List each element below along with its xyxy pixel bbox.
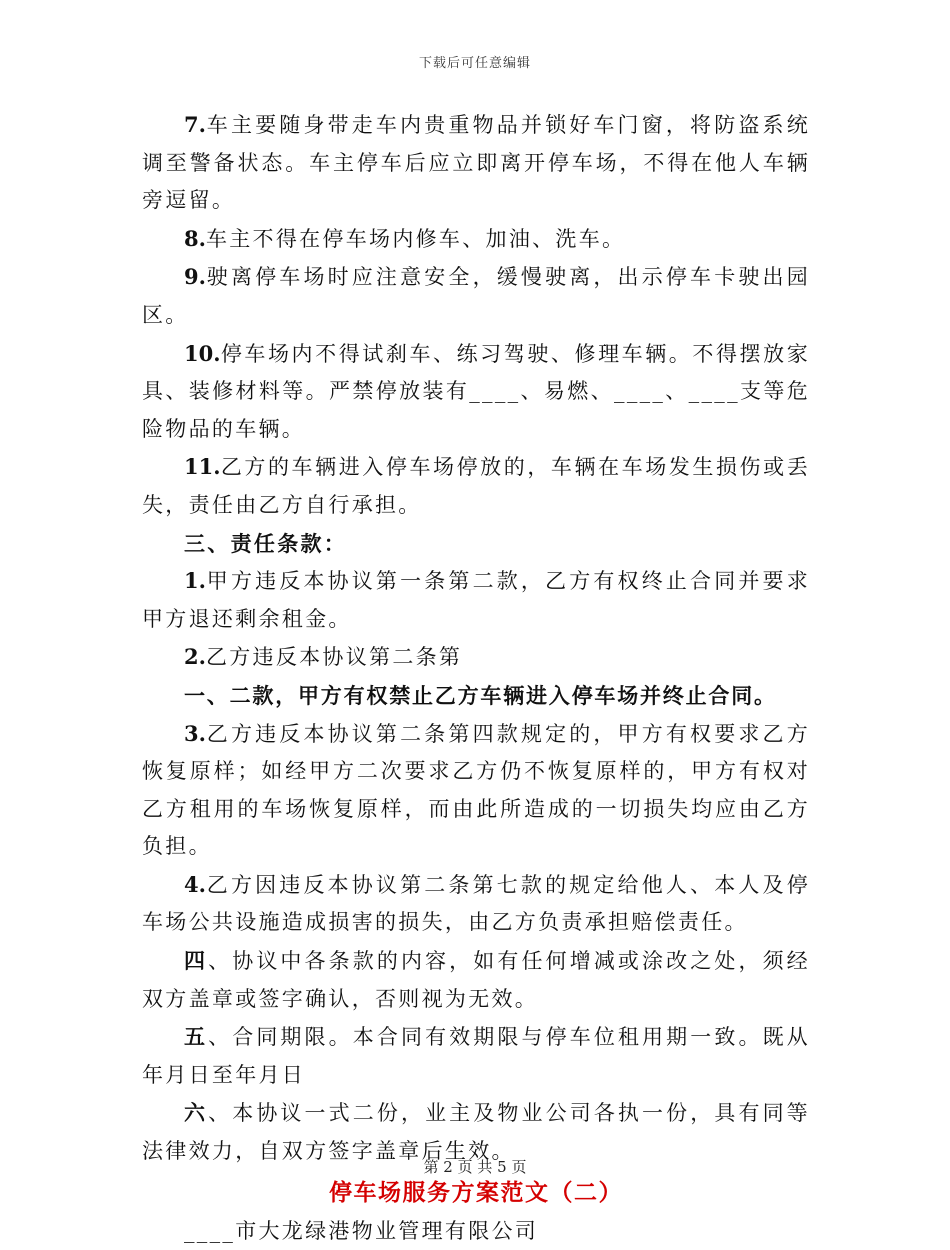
section-5 [142, 1018, 810, 1094]
company-line: ____市大龙绿港物业管理有限公司 [184, 1218, 539, 1243]
clause-text: 车主要随身带走车内贵重物品并锁好车门窗，将防盗系统调至警备状态。车主停车后应立即离开停车场，不得在他人车辆旁逗留。 [142, 113, 810, 213]
clause-text: 乙方因违反本协议第二条第七款的规定给他人、本人及停车场公共设施造成损害的损失，由乙方负责承担赔偿责任。 [142, 872, 810, 935]
section-lead: 四 [184, 948, 209, 974]
clause-number: 4. [184, 871, 206, 897]
page-footer: 第 2 页 共 5 页 [423, 1158, 527, 1176]
section-text: 、协议中各条款的内容，如有任何增减或涂改之处，须经双方盖章或签字确认，否则视为无效。 [142, 949, 810, 1011]
header-note: 下载后可任意编辑 [418, 56, 531, 71]
liability-clause-4 [142, 866, 810, 942]
liability-clause-1 [142, 562, 810, 638]
liability-clause-2-continued: 一、二款，甲方有权禁止乙方车辆进入停车场并终止合同。 [184, 682, 777, 708]
clause-text: 停车场内不得试刹车、练习驾驶、修理车辆。不得摆放家具、装修材料等。严禁停放装有____、易燃、____、____支等危险物品的车辆。 [142, 341, 810, 441]
section-text: 、本协议一式二份，业主及物业公司各执一份，具有同等法律效力，自双方签字盖章后生效。 [142, 1101, 810, 1164]
clause-11 [142, 448, 810, 524]
clause-9 [142, 258, 810, 334]
clause-number: 2. [184, 644, 206, 670]
section-4 [142, 942, 810, 1018]
clause-number: 7. [184, 112, 206, 137]
clause-text: 甲方违反本协议第一条第二款，乙方有权终止合同并要求甲方退还剩余租金。 [142, 569, 810, 631]
liability-clause-2 [142, 638, 810, 677]
clause-text: 乙方违反本协议第二条第 [205, 645, 463, 670]
section-lead: 六 [184, 1100, 209, 1126]
clause-text: 乙方违反本协议第二条第四款规定的，甲方有权要求乙方恢复原样；如经甲方二次要求乙方仍不恢复原样的，甲方有权对乙方租用的车场恢复原样，而由此所造成的一切损失均应由乙方负担。 [142, 721, 810, 859]
clause-number: 3. [184, 720, 206, 746]
section-lead: 五 [184, 1024, 209, 1050]
clause-number: 9. [184, 264, 206, 290]
clause-number: 10. [184, 340, 221, 366]
clause-8 [142, 220, 810, 259]
clause-text: 车主不得在停车场内修车、加油、洗车。 [205, 226, 626, 251]
clause-7 [142, 106, 810, 220]
section-text: 、合同期限。本合同有效期限与停车位租用期一致。既从年月日至年月日 [142, 1025, 810, 1087]
section-3-heading: 三、责任条款： [184, 530, 348, 556]
clause-text: 乙方的车辆进入停车场停放的，车辆在车场发生损伤或丢失，责任由乙方自行承担。 [142, 455, 810, 517]
clause-text: 驶离停车场时应注意安全，缓慢驶离，出示停车卡驶出园区。 [142, 265, 810, 327]
document-body [142, 106, 810, 1250]
clause-number: 8. [184, 225, 206, 251]
liability-clause-3 [142, 715, 810, 866]
clause-number: 11. [184, 454, 221, 480]
new-section-title: 停车场服务方案范文（二） [329, 1178, 623, 1206]
clause-10 [142, 335, 810, 449]
clause-number: 1. [184, 568, 206, 594]
